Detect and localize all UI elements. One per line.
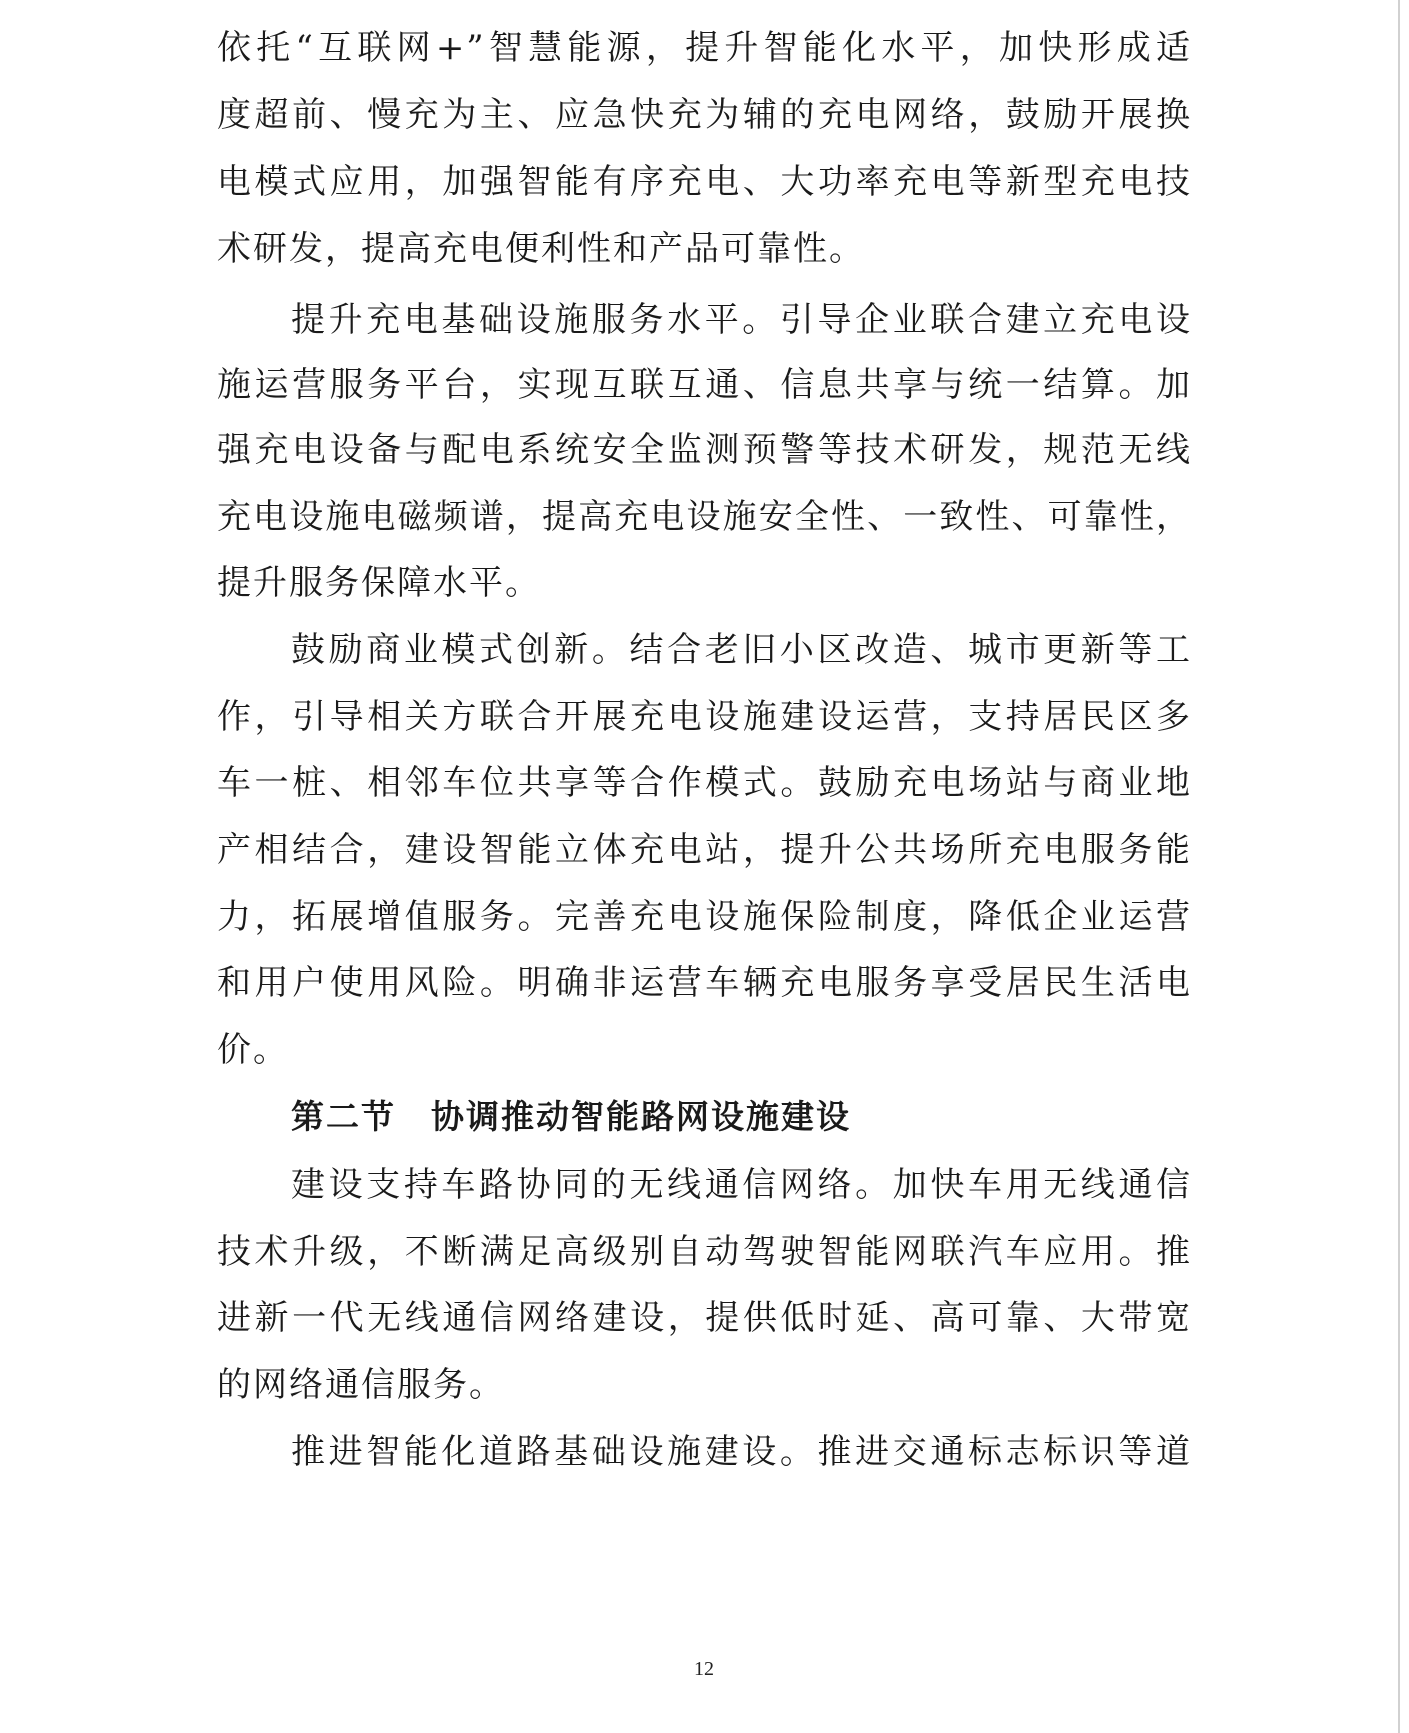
paragraph-first-line: 推进智能化道路基础设施建设。推进交通标志标识等道 [291,1432,1192,1472]
page-number: 12 [694,1658,714,1680]
section-heading: 第二节 协调推动智能路网设施建设 [291,1097,851,1136]
body-line: 的网络通信服务。 [217,1365,505,1405]
body-line: 施运营服务平台，实现互联互通、信息共享与统一结算。加 [217,365,1192,405]
body-line: 技术升级，不断满足高级别自动驾驶智能网联汽车应用。推 [217,1232,1192,1272]
body-line: 和用户使用风险。明确非运营车辆充电服务享受居民生活电 [217,963,1192,1003]
body-line: 进新一代无线通信网络建设，提供低时延、高可靠、大带宽 [217,1298,1192,1338]
body-line: 力，拓展增值服务。完善充电设施保险制度，降低企业运营 [217,897,1192,937]
body-line: 车一桩、相邻车位共享等合作模式。鼓励充电场站与商业地 [217,763,1192,803]
body-line: 度超前、慢充为主、应急快充为辅的充电网络，鼓励开展换 [217,95,1192,135]
body-line: 依托“互联网+”智慧能源，提升智能化水平，加快形成适 [217,28,1192,68]
paragraph-first-line: 建设支持车路协同的无线通信网络。加快车用无线通信 [291,1165,1192,1205]
body-line: 电模式应用，加强智能有序充电、大功率充电等新型充电技 [217,162,1192,202]
scan-edge-line [1398,0,1400,1733]
body-line: 产相结合，建设智能立体充电站，提升公共场所充电服务能 [217,830,1192,870]
body-line: 充电设施电磁频谱，提高充电设施安全性、一致性、可靠性， [217,497,1192,537]
body-line: 强充电设备与配电系统安全监测预警等技术研发，规范无线 [217,430,1192,470]
body-line: 提升服务保障水平。 [217,563,541,603]
paragraph-first-line: 提升充电基础设施服务水平。引导企业联合建立充电设 [291,300,1192,340]
body-line: 作，引导相关方联合开展充电设施建设运营，支持居民区多 [217,697,1192,737]
body-line: 价。 [217,1030,289,1070]
paragraph-first-line: 鼓励商业模式创新。结合老旧小区改造、城市更新等工 [291,630,1192,670]
body-line: 术研发，提高充电便利性和产品可靠性。 [217,229,865,269]
